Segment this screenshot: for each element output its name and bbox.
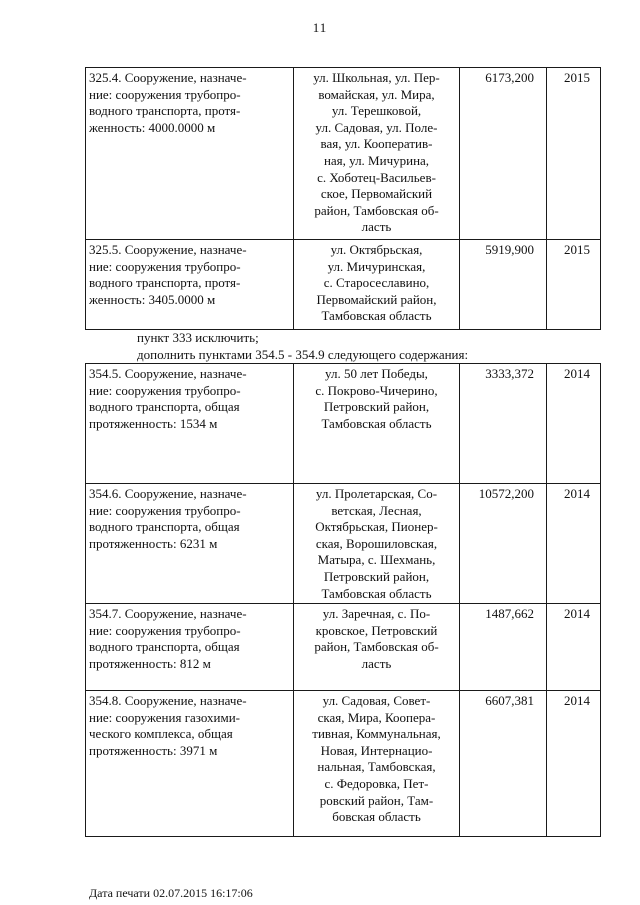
- object-description: [86, 68, 294, 240]
- description-line: ние: сооружения газохими-: [89, 709, 241, 725]
- address-line: с. Покрово-Чичерино,: [315, 382, 438, 398]
- description-line: водного транспорта, общая: [89, 639, 240, 655]
- object-address: [294, 364, 460, 484]
- address-line: ул. Садовая, ул. Поле-: [315, 119, 438, 135]
- address-line: ул. Октябрьская,: [330, 242, 423, 257]
- object-year: 2015: [547, 68, 601, 240]
- object-year: 2014: [547, 691, 601, 837]
- description-line: ние: сооружения трубопро-: [89, 258, 241, 274]
- object-description: [86, 691, 294, 837]
- description-line: женность: 3405.0000 м: [89, 291, 216, 307]
- address-line: Тамбовская область: [321, 308, 432, 324]
- address-line: ровский район, Там-: [319, 792, 434, 808]
- description-line: 354.6. Сооружение, назначе-: [89, 486, 247, 501]
- address-line: Тамбовская область: [321, 415, 432, 431]
- table-row: [86, 364, 601, 484]
- address-line: ласть: [361, 655, 392, 671]
- amendment-line: дополнить пунктами 354.5 - 354.9 следующего содержания:: [137, 347, 469, 362]
- address-line: ветская, Лесная,: [331, 502, 422, 518]
- object-value: 10572,200: [460, 484, 547, 604]
- address-line: ская, Ворошиловская,: [315, 535, 438, 551]
- description-line: протяженность: 6231 м: [89, 535, 218, 551]
- description-line: водного транспорта, общая: [89, 399, 240, 415]
- property-table-1: [85, 67, 601, 330]
- object-description: [86, 484, 294, 604]
- object-description: [86, 240, 294, 330]
- description-line: ние: сооружения трубопро-: [89, 382, 241, 398]
- address-line: Тамбовская область: [321, 585, 432, 601]
- address-line: с. Хоботец-Васильев-: [317, 169, 436, 185]
- address-line: ул. Заречная, с. По-: [322, 606, 431, 621]
- description-line: протяженность: 1534 м: [89, 415, 218, 431]
- address-line: Новая, Интернацио-: [320, 742, 433, 758]
- description-line: водного транспорта, протя-: [89, 275, 241, 291]
- object-description: [86, 604, 294, 691]
- address-line: район, Тамбовская об-: [314, 639, 439, 655]
- address-line: ское, Первомайский: [320, 186, 433, 202]
- table-row: [86, 484, 601, 604]
- table-row: [86, 604, 601, 691]
- address-line: ул. Пролетарская, Со-: [315, 486, 438, 501]
- object-year: 2015: [547, 240, 601, 330]
- description-line: 354.5. Сооружение, назначе-: [89, 366, 247, 381]
- object-address: [294, 68, 460, 240]
- property-table-2: [85, 363, 601, 837]
- object-value: 6607,381: [460, 691, 547, 837]
- address-line: нальная, Тамбовская,: [317, 759, 436, 775]
- description-line: 325.4. Сооружение, назначе-: [89, 70, 247, 85]
- table-row: [86, 68, 601, 240]
- address-line: ул. Терешковой,: [331, 103, 422, 119]
- address-line: с. Федоровка, Пет-: [324, 775, 429, 791]
- address-line: бовская область: [332, 809, 421, 825]
- description-line: ние: сооружения трубопро-: [89, 86, 241, 102]
- print-date-footer: Дата печати 02.07.2015 16:17:06: [89, 886, 253, 900]
- description-line: протяженность: 812 м: [89, 655, 211, 671]
- object-year: 2014: [547, 604, 601, 691]
- description-line: водного транспорта, протя-: [89, 103, 241, 119]
- table-row: [86, 691, 601, 837]
- address-line: тивная, Коммунальная,: [312, 726, 441, 742]
- amendment-line: пункт 333 исключить;: [137, 330, 259, 345]
- address-line: Первомайский район,: [316, 291, 437, 307]
- object-value: 6173,200: [460, 68, 547, 240]
- description-line: ние: сооружения трубопро-: [89, 622, 241, 638]
- address-line: ул. Садовая, Совет-: [322, 693, 431, 708]
- object-address: [294, 604, 460, 691]
- description-line: водного транспорта, общая: [89, 519, 240, 535]
- object-value: 5919,900: [460, 240, 547, 330]
- description-line: 325.5. Сооружение, назначе-: [89, 242, 247, 257]
- description-line: протяженность: 3971 м: [89, 742, 218, 758]
- address-line: вомайская, ул. Мира,: [318, 86, 435, 102]
- address-line: Октябрьская, Пионер-: [315, 519, 438, 535]
- object-description: [86, 364, 294, 484]
- table-row: [86, 240, 601, 330]
- description-line: 354.8. Сооружение, назначе-: [89, 693, 247, 708]
- object-year: 2014: [547, 484, 601, 604]
- object-value: 3333,372: [460, 364, 547, 484]
- description-line: женность: 4000.0000 м: [89, 119, 216, 135]
- address-line: ул. Школьная, ул. Пер-: [313, 70, 440, 85]
- address-line: кровское, Петровский: [315, 622, 438, 638]
- address-line: ласть: [361, 219, 392, 235]
- address-line: ул. Мичуринская,: [327, 258, 426, 274]
- address-line: вая, ул. Кооператив-: [320, 136, 433, 152]
- description-line: 354.7. Сооружение, назначе-: [89, 606, 247, 621]
- address-line: Петровский район,: [323, 399, 430, 415]
- address-line: ул. 50 лет Победы,: [325, 366, 428, 381]
- address-line: Матыра, с. Шехмань,: [317, 552, 436, 568]
- page-number: 11: [312, 20, 328, 35]
- description-line: ние: сооружения трубопро-: [89, 502, 241, 518]
- address-line: с. Старосеславино,: [323, 275, 430, 291]
- object-address: [294, 691, 460, 837]
- description-line: ческого комплекса, общая: [89, 726, 233, 742]
- address-line: ская, Мира, Коопера-: [317, 709, 436, 725]
- address-line: ная, ул. Мичурина,: [323, 152, 430, 168]
- object-year: 2014: [547, 364, 601, 484]
- address-line: район, Тамбовская об-: [314, 202, 439, 218]
- object-address: [294, 240, 460, 330]
- object-value: 1487,662: [460, 604, 547, 691]
- address-line: Петровский район,: [323, 568, 430, 584]
- object-address: [294, 484, 460, 604]
